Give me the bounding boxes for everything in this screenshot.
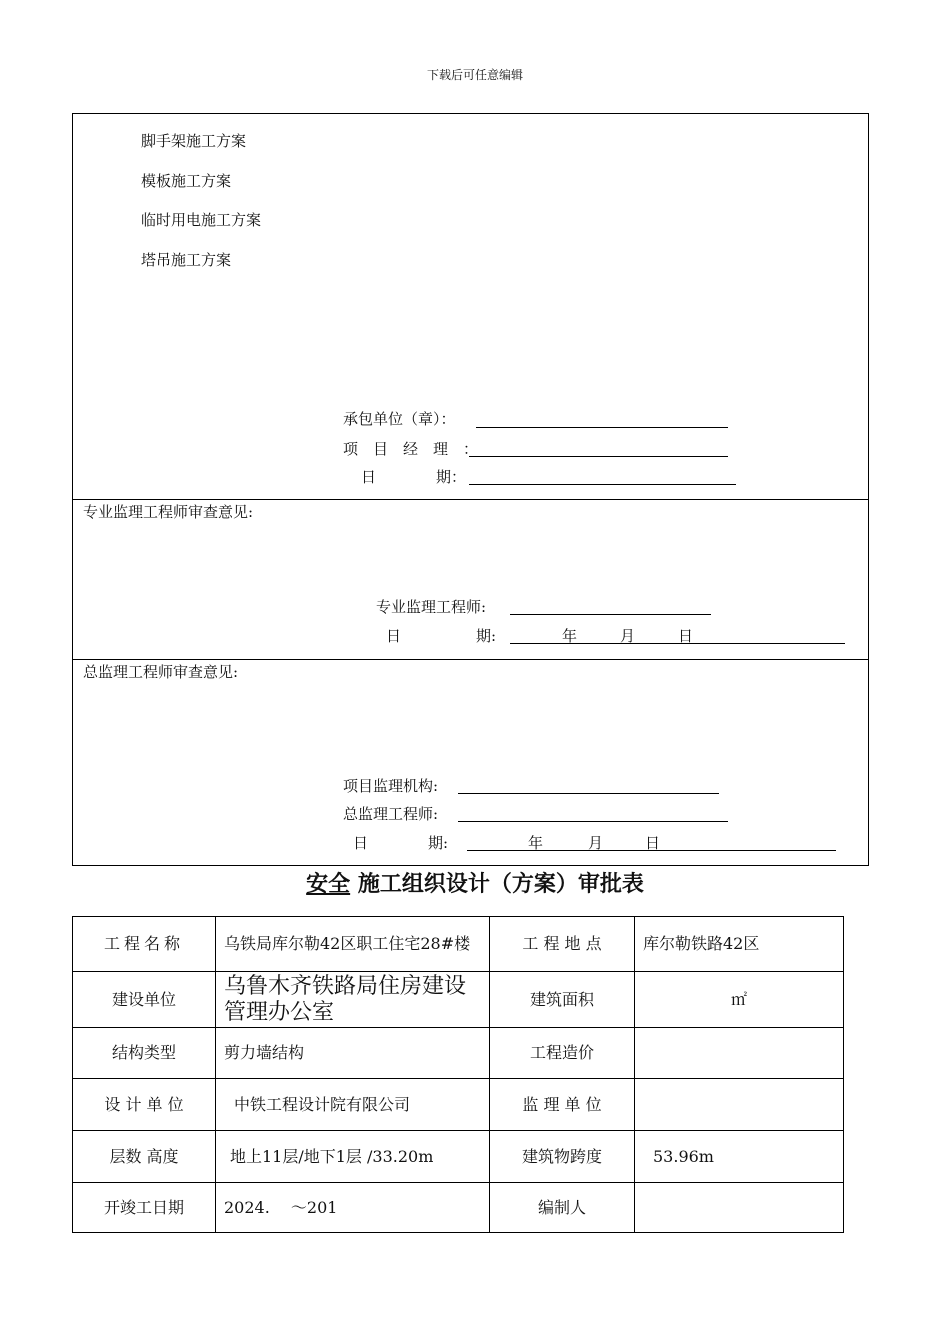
project-manager-label: 项 目 经 理 ： (343, 440, 479, 458)
preparer-value (635, 1183, 844, 1233)
project-cost-value (635, 1028, 844, 1079)
table-row (73, 1183, 844, 1233)
table-row (73, 1028, 844, 1079)
contractor-label: 承包单位（章）： (343, 410, 456, 428)
building-span-label: 建筑物跨度 (490, 1131, 635, 1183)
project-name-label: 工程名称 (73, 917, 216, 972)
chief-date-month: 月 (588, 834, 604, 852)
chief-date-year: 年 (528, 834, 544, 852)
form-title (0, 867, 950, 898)
specialist-date-label: 日 期: (386, 627, 497, 645)
chief-review-heading: 总监理工程师审查意见: (83, 663, 239, 681)
project-cost-label: 工程造价 (490, 1028, 635, 1079)
page-header: 下载后可任意编辑 (426, 68, 523, 82)
specialist-date-day: 日 (678, 627, 694, 645)
specialist-engineer-label: 专业监理工程师: (376, 598, 487, 616)
start-end-date-label: 开竣工日期 (73, 1183, 216, 1233)
project-location-value: 库尔勒铁路42区 (635, 917, 844, 972)
supervision-org-signature-line[interactable] (458, 793, 719, 794)
floors-height-label: 层数 高度 (73, 1131, 216, 1183)
structure-type-value: 剪力墙结构 (216, 1028, 490, 1079)
project-manager-signature-line[interactable] (469, 456, 728, 457)
supervision-unit-value (635, 1079, 844, 1131)
chief-date-label: 日 期: (353, 834, 449, 852)
specialist-review-heading: 专业监理工程师审查意见: (83, 503, 254, 521)
chief-engineer-signature-line[interactable] (458, 821, 728, 822)
table-row (73, 917, 844, 972)
client-unit-label: 建设单位 (73, 972, 216, 1028)
project-location-label: 工 程 地 点 (490, 917, 635, 972)
structure-type-label: 结构类型 (73, 1028, 216, 1079)
supervision-unit-label: 监 理 单 位 (490, 1079, 635, 1131)
table-row (73, 972, 844, 1028)
design-unit-label: 设 计 单 位 (73, 1079, 216, 1131)
chief-review-section (72, 659, 869, 866)
specialist-review-section (72, 499, 869, 660)
table-row (73, 1131, 844, 1183)
start-end-date-value: 2024. ～201 (216, 1183, 490, 1233)
form-title-main: 施工组织设计（方案）审批表 (357, 872, 644, 897)
contractor-signature-line[interactable] (476, 427, 728, 428)
building-span-value: 53.96m (635, 1131, 844, 1183)
design-unit-value: 中铁工程设计院有限公司 (216, 1079, 490, 1131)
plan-item-formwork: 模板施工方案 (141, 172, 232, 190)
supervision-org-label: 项目监理机构: (343, 777, 439, 795)
chief-date-day: 日 (645, 834, 661, 852)
building-area-label: 建筑面积 (490, 972, 635, 1028)
plan-item-temp-power: 临时用电施工方案 (141, 211, 262, 229)
client-unit-value: 乌鲁木齐铁路局住房建设管理办公室 (216, 972, 490, 1028)
specialist-date-month: 月 (620, 627, 636, 645)
specialist-engineer-signature-line[interactable] (510, 614, 711, 615)
plans-section (72, 113, 869, 500)
project-name-value: 乌铁局库尔勒42区职工住宅28#楼 (216, 917, 490, 972)
plan-item-scaffold: 脚手架施工方案 (141, 132, 247, 150)
plan-item-tower-crane: 塔吊施工方案 (141, 251, 232, 269)
project-info-table (72, 916, 844, 1233)
preparer-label: 编制人 (490, 1183, 635, 1233)
building-area-value: ㎡ (635, 972, 844, 1028)
contractor-date-line[interactable] (469, 484, 736, 485)
contractor-date-label: 日 期： (361, 468, 467, 486)
floors-height-value: 地上11层/地下1层 /33.20m (216, 1131, 490, 1183)
form-title-safety: 安全 (306, 872, 351, 897)
table-row (73, 1079, 844, 1131)
chief-engineer-label: 总监理工程师: (343, 805, 439, 823)
specialist-date-year: 年 (562, 627, 578, 645)
